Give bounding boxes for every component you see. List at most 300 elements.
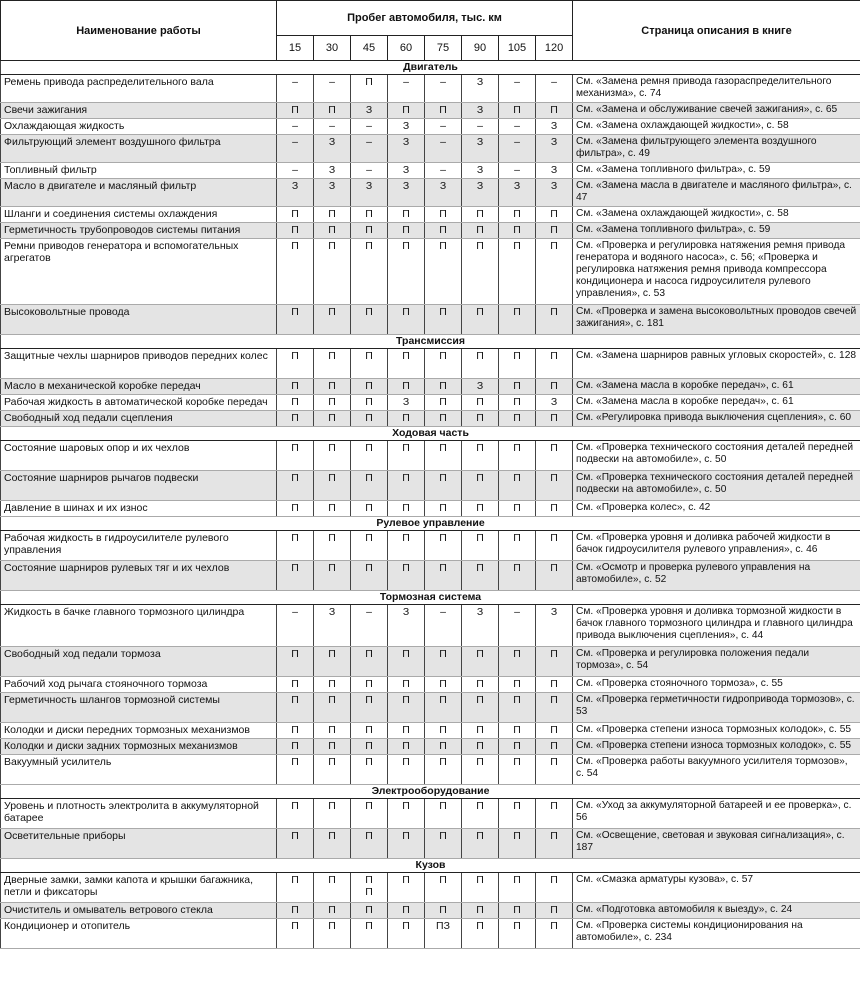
reference-cell: См. «Замена охлаждающей жидкости», с. 58 xyxy=(573,207,860,223)
interval-cell: П xyxy=(277,305,314,335)
interval-cell: З xyxy=(462,379,499,395)
interval-cell: П xyxy=(388,411,425,427)
interval-cell: П xyxy=(499,677,536,693)
mileage-header-cell: 75 xyxy=(425,36,462,61)
section-header-row xyxy=(1,859,860,873)
interval-cell: П xyxy=(351,349,388,379)
section-title: Кузов xyxy=(1,859,860,873)
interval-cell: П xyxy=(462,647,499,677)
interval-cell: П xyxy=(351,531,388,561)
interval-cell: П xyxy=(462,739,499,755)
interval-cell: – xyxy=(277,75,314,103)
work-name-cell: Свободный ход педали тормоза xyxy=(1,647,277,677)
interval-cell: П xyxy=(499,531,536,561)
work-name-cell: Шланги и соединения системы охлаждения xyxy=(1,207,277,223)
interval-cell: П xyxy=(351,647,388,677)
section-header-row xyxy=(1,427,860,441)
interval-cell: П xyxy=(314,103,351,119)
table-row xyxy=(1,799,860,829)
interval-cell: П xyxy=(388,379,425,395)
interval-cell: П xyxy=(277,239,314,305)
interval-cell: – xyxy=(425,75,462,103)
interval-cell: П xyxy=(499,647,536,677)
interval-cell: П xyxy=(425,799,462,829)
interval-cell: П xyxy=(314,531,351,561)
interval-cell: – xyxy=(462,119,499,135)
interval-cell: П xyxy=(351,441,388,471)
interval-cell: П xyxy=(277,531,314,561)
table-row xyxy=(1,349,860,379)
interval-cell: П xyxy=(462,903,499,919)
interval-cell: З xyxy=(536,135,573,163)
interval-cell: П xyxy=(277,441,314,471)
interval-cell: П xyxy=(388,239,425,305)
interval-cell: П xyxy=(314,411,351,427)
interval-cell: П xyxy=(499,239,536,305)
interval-cell: П xyxy=(351,207,388,223)
interval-cell: П xyxy=(536,379,573,395)
interval-cell: П xyxy=(351,501,388,517)
interval-cell: П xyxy=(425,829,462,859)
table-row xyxy=(1,531,860,561)
interval-cell: П xyxy=(536,501,573,517)
interval-cell: П xyxy=(277,561,314,591)
interval-cell: П xyxy=(277,411,314,427)
interval-cell: П xyxy=(462,677,499,693)
table-row xyxy=(1,135,860,163)
section-title: Двигатель xyxy=(1,61,860,75)
interval-cell: П xyxy=(388,873,425,903)
interval-cell: З xyxy=(462,605,499,647)
interval-cell: П xyxy=(425,723,462,739)
interval-cell: П xyxy=(536,693,573,723)
interval-cell: П xyxy=(499,755,536,785)
interval-cell: П xyxy=(351,471,388,501)
interval-cell: З xyxy=(462,163,499,179)
table-row xyxy=(1,441,860,471)
reference-cell: См. «Регулировка привода выключения сцепления», с. 60 xyxy=(573,411,860,427)
interval-cell: П xyxy=(314,647,351,677)
work-name-cell: Вакуумный усилитель xyxy=(1,755,277,785)
reference-cell: См. «Проверка уровня и доливка рабочей жидкости в бачок гидроусилителя рулевого управления», с. 46 xyxy=(573,531,860,561)
interval-cell: П xyxy=(425,647,462,677)
reference-cell: См. «Проверка системы кондиционирования на автомобиле», с. 234 xyxy=(573,919,860,949)
table-row xyxy=(1,305,860,335)
interval-cell: П xyxy=(314,561,351,591)
interval-cell: П xyxy=(351,561,388,591)
interval-cell: П xyxy=(277,873,314,903)
interval-cell: П xyxy=(388,471,425,501)
interval-cell: З xyxy=(351,179,388,207)
interval-cell: П xyxy=(425,531,462,561)
header-mileage-column: Пробег автомобиля, тыс. км xyxy=(277,1,573,36)
work-name-cell: Фильтрующий элемент воздушного фильтра xyxy=(1,135,277,163)
interval-cell: П xyxy=(425,239,462,305)
interval-cell: З xyxy=(536,119,573,135)
interval-cell: П xyxy=(277,723,314,739)
interval-cell: П xyxy=(314,207,351,223)
interval-cell: П xyxy=(425,903,462,919)
interval-cell: П xyxy=(536,239,573,305)
interval-cell: П xyxy=(462,799,499,829)
interval-cell: П xyxy=(388,693,425,723)
interval-cell: П xyxy=(536,829,573,859)
work-name-cell: Охлаждающая жидкость xyxy=(1,119,277,135)
interval-cell: П xyxy=(277,903,314,919)
interval-cell: П xyxy=(425,755,462,785)
interval-cell: П xyxy=(499,739,536,755)
table-row xyxy=(1,103,860,119)
interval-cell: П xyxy=(425,561,462,591)
interval-cell: З xyxy=(314,135,351,163)
reference-cell: См. «Проверка уровня и доливка тормозной жидкости в бачок главного тормозного цилиндра и главного цилиндра привода выключения сцепления», с. 44 xyxy=(573,605,860,647)
section-header-row xyxy=(1,61,860,75)
work-name-cell: Осветительные приборы xyxy=(1,829,277,859)
interval-cell: П xyxy=(425,411,462,427)
table-row xyxy=(1,693,860,723)
work-name-cell: Рабочий ход рычага стояночного тормоза xyxy=(1,677,277,693)
interval-cell: П xyxy=(351,239,388,305)
table-row xyxy=(1,873,860,903)
interval-cell: – xyxy=(499,75,536,103)
interval-cell: П xyxy=(425,471,462,501)
mileage-header-cell: 15 xyxy=(277,36,314,61)
interval-cell: – xyxy=(499,135,536,163)
interval-cell: П xyxy=(351,903,388,919)
interval-cell: – xyxy=(499,605,536,647)
interval-cell: П xyxy=(314,693,351,723)
table-row xyxy=(1,723,860,739)
work-name-cell: Масло в двигателе и масляный фильтр xyxy=(1,179,277,207)
interval-cell: П xyxy=(462,501,499,517)
interval-cell: П xyxy=(388,739,425,755)
interval-cell: П xyxy=(314,829,351,859)
interval-cell: З xyxy=(388,605,425,647)
interval-cell: П xyxy=(388,349,425,379)
interval-cell: П xyxy=(351,305,388,335)
interval-cell: П xyxy=(462,561,499,591)
interval-cell: П xyxy=(277,919,314,949)
work-name-cell: Колодки и диски передних тормозных механизмов xyxy=(1,723,277,739)
interval-cell: П xyxy=(536,755,573,785)
interval-cell: П xyxy=(425,395,462,411)
interval-cell: П xyxy=(499,305,536,335)
interval-cell: П xyxy=(425,103,462,119)
interval-cell: – xyxy=(425,135,462,163)
interval-cell: П xyxy=(462,441,499,471)
table-row xyxy=(1,239,860,305)
work-name-cell: Давление в шинах и их износ xyxy=(1,501,277,517)
interval-cell: – xyxy=(425,163,462,179)
interval-cell: П xyxy=(425,349,462,379)
interval-cell: П xyxy=(351,395,388,411)
interval-cell: П xyxy=(425,693,462,723)
table-row xyxy=(1,395,860,411)
reference-cell: См. «Осмотр и проверка рулевого управления на автомобиле», с. 52 xyxy=(573,561,860,591)
table-row xyxy=(1,755,860,785)
interval-cell: П xyxy=(462,829,499,859)
table-row xyxy=(1,677,860,693)
section-header-row xyxy=(1,785,860,799)
interval-cell: П xyxy=(388,561,425,591)
interval-cell: П xyxy=(351,223,388,239)
interval-cell: – xyxy=(314,119,351,135)
reference-cell: См. «Проверка и регулировка натяжения ремня привода генератора и водяного насоса», с. 56; «Проверка и регулировка натяжения ремня привода компрессора кондиционера и насоса гидроусилителя рулевого управления», с. 53 xyxy=(573,239,860,305)
interval-cell: П xyxy=(314,395,351,411)
interval-cell: П xyxy=(314,677,351,693)
interval-cell: П xyxy=(462,919,499,949)
interval-cell: З xyxy=(388,179,425,207)
interval-cell: П xyxy=(388,799,425,829)
section-title: Трансмиссия xyxy=(1,335,860,349)
interval-cell: П xyxy=(351,723,388,739)
interval-cell: П xyxy=(277,647,314,677)
table-row xyxy=(1,379,860,395)
interval-cell: – xyxy=(314,75,351,103)
interval-cell: П xyxy=(388,723,425,739)
interval-cell: П xyxy=(499,471,536,501)
interval-cell: П xyxy=(314,379,351,395)
interval-cell: П xyxy=(277,501,314,517)
interval-cell: П xyxy=(462,395,499,411)
interval-cell: – xyxy=(388,75,425,103)
interval-cell: П xyxy=(277,103,314,119)
interval-cell: П xyxy=(388,441,425,471)
interval-cell: П xyxy=(425,501,462,517)
work-name-cell: Очиститель и омыватель ветрового стекла xyxy=(1,903,277,919)
table-row xyxy=(1,919,860,949)
table-row xyxy=(1,75,860,103)
work-name-cell: Защитные чехлы шарниров приводов передних колес xyxy=(1,349,277,379)
table-row xyxy=(1,903,860,919)
interval-cell: П xyxy=(425,441,462,471)
interval-cell: П xyxy=(536,799,573,829)
work-name-cell: Высоковольтные провода xyxy=(1,305,277,335)
interval-cell: П xyxy=(351,919,388,949)
work-name-cell: Состояние шаровых опор и их чехлов xyxy=(1,441,277,471)
reference-cell: См. «Замена и обслуживание свечей зажигания», с. 65 xyxy=(573,103,860,119)
reference-cell: См. «Замена охлаждающей жидкости», с. 58 xyxy=(573,119,860,135)
section-header-row xyxy=(1,591,860,605)
interval-cell: П xyxy=(277,799,314,829)
table-row xyxy=(1,739,860,755)
interval-cell: З xyxy=(314,605,351,647)
interval-cell: – xyxy=(425,119,462,135)
interval-cell: П xyxy=(388,207,425,223)
work-name-cell: Ремень привода распределительного вала xyxy=(1,75,277,103)
interval-cell: П xyxy=(536,903,573,919)
table-row xyxy=(1,501,860,517)
interval-cell: П xyxy=(277,829,314,859)
work-name-cell: Рабочая жидкость в автоматической коробке передач xyxy=(1,395,277,411)
interval-cell: З xyxy=(388,163,425,179)
interval-cell: П xyxy=(277,471,314,501)
interval-cell: – xyxy=(499,119,536,135)
interval-cell: П xyxy=(536,103,573,119)
work-name-cell: Состояние шарниров рулевых тяг и их чехлов xyxy=(1,561,277,591)
reference-cell: См. «Замена масла в коробке передач», с. 61 xyxy=(573,395,860,411)
interval-cell: П xyxy=(314,723,351,739)
reference-cell: См. «Замена топливного фильтра», с. 59 xyxy=(573,163,860,179)
interval-cell: П xyxy=(314,755,351,785)
interval-cell: З xyxy=(536,605,573,647)
reference-cell: См. «Смазка арматуры кузова», с. 57 xyxy=(573,873,860,903)
work-name-cell: Ремни приводов генератора и вспомогательных агрегатов xyxy=(1,239,277,305)
interval-cell: П xyxy=(314,799,351,829)
interval-cell: П xyxy=(536,677,573,693)
interval-cell: П xyxy=(462,207,499,223)
interval-cell: П xyxy=(277,223,314,239)
interval-cell: П xyxy=(536,531,573,561)
table-header xyxy=(1,1,860,61)
interval-cell: З xyxy=(462,75,499,103)
work-name-cell: Состояние шарниров рычагов подвески xyxy=(1,471,277,501)
interval-cell: П xyxy=(536,873,573,903)
table-row xyxy=(1,829,860,859)
interval-cell: П xyxy=(314,349,351,379)
reference-cell: См. «Замена топливного фильтра», с. 59 xyxy=(573,223,860,239)
interval-cell: П xyxy=(499,829,536,859)
interval-cell: П xyxy=(388,677,425,693)
interval-cell: П xyxy=(314,239,351,305)
interval-cell: П xyxy=(277,693,314,723)
interval-cell: З xyxy=(388,119,425,135)
interval-cell: П xyxy=(462,349,499,379)
interval-cell: П xyxy=(462,723,499,739)
work-name-cell: Дверные замки, замки капота и крышки багажника, петли и фиксаторы xyxy=(1,873,277,903)
work-name-cell: Рабочая жидкость в гидроусилителе рулевого управления xyxy=(1,531,277,561)
interval-cell: З xyxy=(536,163,573,179)
mileage-header-cell: 120 xyxy=(536,36,573,61)
interval-cell: П xyxy=(425,677,462,693)
interval-cell: З xyxy=(536,179,573,207)
work-name-cell: Жидкость в бачке главного тормозного цилиндра xyxy=(1,605,277,647)
mileage-header-cell: 30 xyxy=(314,36,351,61)
interval-cell: П xyxy=(314,305,351,335)
interval-cell: П xyxy=(536,561,573,591)
interval-cell: П xyxy=(277,207,314,223)
interval-cell: П xyxy=(536,349,573,379)
interval-cell: П xyxy=(499,693,536,723)
interval-cell: П xyxy=(499,207,536,223)
interval-cell: З xyxy=(462,179,499,207)
interval-cell: П xyxy=(388,647,425,677)
interval-cell: П xyxy=(277,739,314,755)
interval-cell: П xyxy=(499,873,536,903)
interval-cell: П xyxy=(425,223,462,239)
interval-cell: – xyxy=(277,119,314,135)
interval-cell: П xyxy=(277,349,314,379)
interval-cell: П xyxy=(462,693,499,723)
interval-cell: П xyxy=(462,223,499,239)
table-row xyxy=(1,561,860,591)
reference-cell: См. «Проверка и замена высоковольтных проводов свечей зажигания», с. 181 xyxy=(573,305,860,335)
reference-cell: См. «Проверка степени износа тормозных колодок», с. 55 xyxy=(573,723,860,739)
interval-cell: П xyxy=(536,919,573,949)
work-name-cell: Свечи зажигания xyxy=(1,103,277,119)
interval-cell: П xyxy=(351,693,388,723)
interval-cell: П xyxy=(314,441,351,471)
interval-cell: З xyxy=(462,135,499,163)
interval-cell: З xyxy=(314,163,351,179)
interval-cell: З xyxy=(388,395,425,411)
interval-cell: П xyxy=(536,739,573,755)
interval-cell: П xyxy=(462,239,499,305)
interval-cell: П xyxy=(499,395,536,411)
work-name-cell: Уровень и плотность электролита в аккумуляторной батарее xyxy=(1,799,277,829)
interval-cell: – xyxy=(351,163,388,179)
interval-cell: П xyxy=(499,441,536,471)
reference-cell: См. «Замена фильтрующего элемента воздушного фильтра», с. 49 xyxy=(573,135,860,163)
table-row xyxy=(1,471,860,501)
interval-cell: П xyxy=(277,379,314,395)
interval-cell: П xyxy=(462,755,499,785)
table-row xyxy=(1,207,860,223)
header-name-column: Наименование работы xyxy=(1,1,277,61)
table-row xyxy=(1,179,860,207)
interval-cell: З xyxy=(388,135,425,163)
interval-cell: З xyxy=(536,395,573,411)
reference-cell: См. «Освещение, световая и звуковая сигнализация», с. 187 xyxy=(573,829,860,859)
mileage-header-cell: 45 xyxy=(351,36,388,61)
section-title: Тормозная система xyxy=(1,591,860,605)
interval-cell: П xyxy=(536,223,573,239)
work-name-cell: Кондиционер и отопитель xyxy=(1,919,277,949)
interval-cell: П xyxy=(388,501,425,517)
interval-cell: П xyxy=(388,531,425,561)
reference-cell: См. «Уход за аккумуляторной батареей и ее проверка», с. 56 xyxy=(573,799,860,829)
interval-cell: П xyxy=(536,441,573,471)
interval-cell: П xyxy=(536,411,573,427)
interval-cell: П xyxy=(499,799,536,829)
table-row xyxy=(1,647,860,677)
interval-cell: П xyxy=(388,103,425,119)
work-name-cell: Колодки и диски задних тормозных механизмов xyxy=(1,739,277,755)
work-name-cell: Масло в механической коробке передач xyxy=(1,379,277,395)
interval-cell: П xyxy=(499,561,536,591)
interval-cell: П П xyxy=(351,873,388,903)
interval-cell: З xyxy=(314,179,351,207)
reference-cell: См. «Проверка работы вакуумного усилителя тормозов», с. 54 xyxy=(573,755,860,785)
work-name-cell: Герметичность трубопроводов системы питания xyxy=(1,223,277,239)
interval-cell: П xyxy=(388,829,425,859)
table-row xyxy=(1,605,860,647)
interval-cell: П xyxy=(314,903,351,919)
interval-cell: П xyxy=(536,471,573,501)
interval-cell: П xyxy=(351,75,388,103)
interval-cell: П xyxy=(462,531,499,561)
interval-cell: – xyxy=(277,163,314,179)
reference-cell: См. «Проверка герметичности гидропривода тормозов», с. 53 xyxy=(573,693,860,723)
interval-cell: П xyxy=(462,411,499,427)
table-row xyxy=(1,411,860,427)
interval-cell: П xyxy=(314,501,351,517)
reference-cell: См. «Проверка степени износа тормозных колодок», с. 55 xyxy=(573,739,860,755)
interval-cell: П xyxy=(351,411,388,427)
interval-cell: П xyxy=(536,647,573,677)
mileage-header-cell: 105 xyxy=(499,36,536,61)
interval-cell: П xyxy=(425,873,462,903)
interval-cell: П xyxy=(499,349,536,379)
interval-cell: П xyxy=(536,207,573,223)
reference-cell: См. «Проверка колес», с. 42 xyxy=(573,501,860,517)
interval-cell: П xyxy=(388,919,425,949)
interval-cell: П xyxy=(277,395,314,411)
reference-cell: См. «Замена масла в коробке передач», с. 61 xyxy=(573,379,860,395)
interval-cell: П xyxy=(351,799,388,829)
table-row xyxy=(1,163,860,179)
mileage-header-cell: 60 xyxy=(388,36,425,61)
